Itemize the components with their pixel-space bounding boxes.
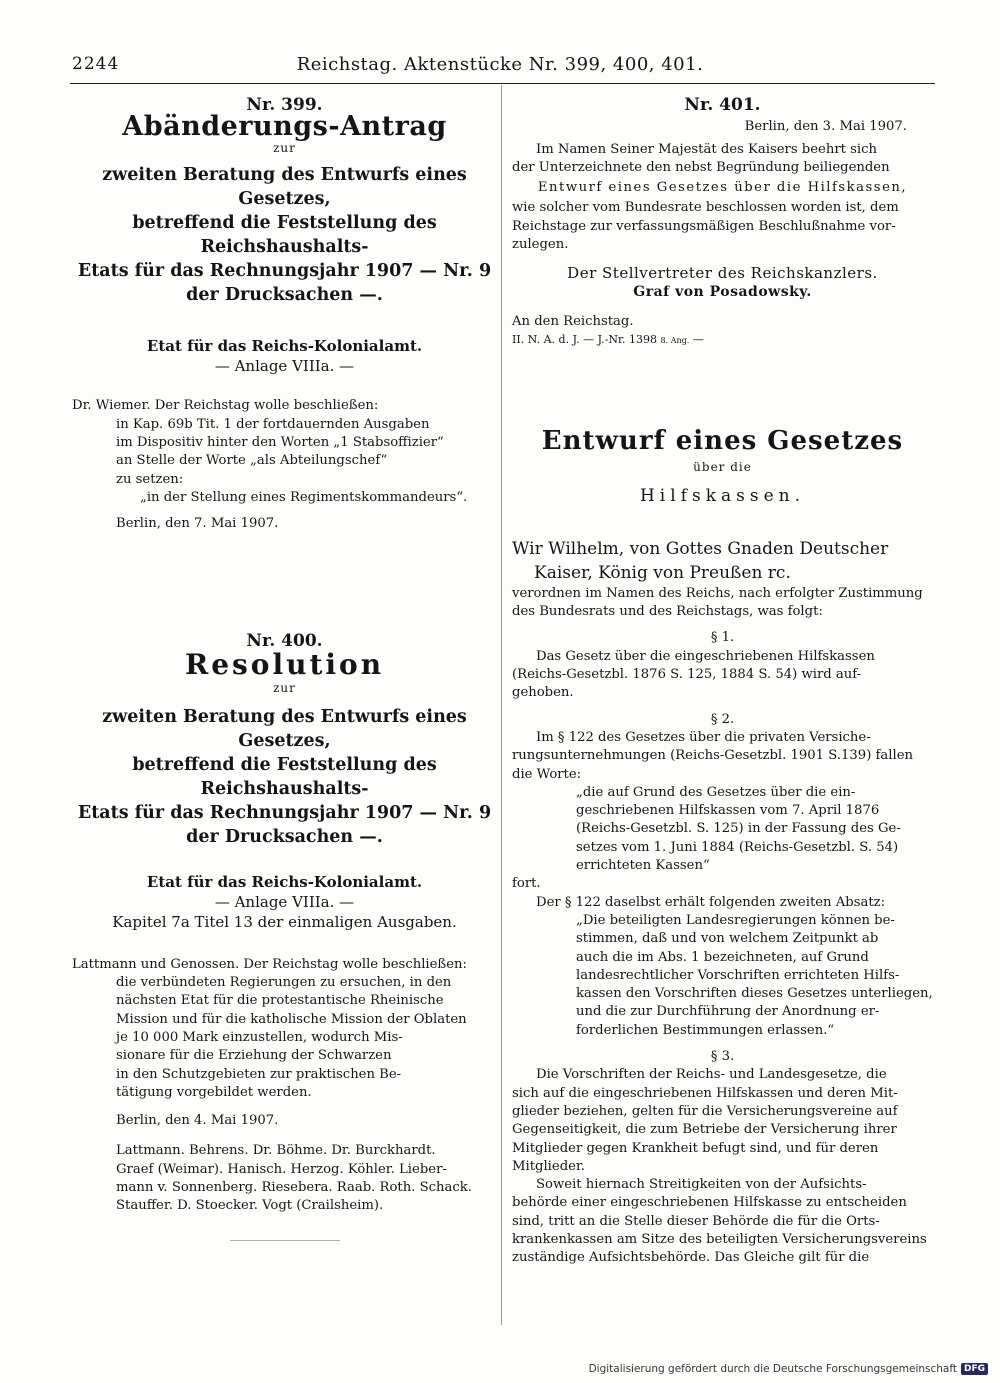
nr400-motion-line: sionare für die Erziehung der Schwarzen [116,1048,392,1064]
nr399-motion [72,397,497,507]
signature-name: Graf von Posadowsky. [633,283,812,300]
signatory-line: Stauffer. D. Stoecker. Vogt (Crailsheim). [116,1198,384,1214]
section-3-line: zuständige Aufsichtsbehörde. Das Gleiche gilt für die [512,1250,870,1266]
nr400-subject-line: zweiten Beratung des Entwurfs eines Gesetzes, [102,706,467,751]
nr401-number: Nr. 401. [684,95,761,115]
section-3-line: Die Vorschriften der Reichs- und Landesgesetze, die [536,1067,887,1083]
nr399-motion-line: im Dispositiv hinter den Worten „1 Stabsoffizier“ [116,435,444,451]
nr399-motion-line: zu setzen: [116,471,184,487]
nr401-date: Berlin, den 3. Mai 1907. [744,119,907,135]
section-2-text [512,729,933,784]
nr399-anlage: — Anlage VIIIa. — [214,357,355,376]
nr400-anlage: — Anlage VIIIa. — [214,893,355,912]
nr399-etat: Etat für das Reichs-Kolonialamt. [146,336,423,355]
dfg-logo: DFG [961,1363,988,1375]
page-number: 2244 [72,54,120,74]
section-2-line: rungsunternehmungen (Reichs-Gesetzbl. 1901 S.139) fallen [512,748,914,764]
nr399-subject-line: Etats für das Rechnungsjahr 1907 — Nr. 9 [77,260,492,281]
letter-line: Reichstage zur verfassungsmäßigen Beschlußnahme vor- [512,218,896,234]
section-3-line: Mitglieder. [512,1158,585,1174]
section-2-quote2-line: und die zur Durchführung der Anordnung er- [576,1004,880,1020]
nr400-motion [72,956,497,1102]
nr400-motion-line: Lattmann und Genossen. Der Reichstag wolle beschließen: [72,956,467,972]
section-2-line: die Worte: [512,766,582,782]
nr399-title: Abänderungs-Antrag [122,111,447,143]
preamble-line: Wir Wilhelm, von Gottes Gnaden Deutscher [512,538,889,559]
section-3-line: behörde einer eingeschriebenen Hilfskasse zu entscheiden [512,1195,907,1211]
section-2-quote-line: „die auf Grund des Gesetzes über die ein- [576,784,856,800]
letter-line: Im Namen Seiner Majestät des Kaisers beehrt sich [536,141,878,157]
section-2-quote2-line: „Die beteiligten Landesregierungen können be- [576,912,895,928]
nr399-motion-line: Dr. Wiemer. Der Reichstag wolle beschließen: [72,398,379,414]
nr399-motion-line: „in der Stellung eines Regimentskommandeurs“. [140,489,468,505]
preamble-text-line: des Bundesrats und des Reichstags, was folgt: [512,604,823,620]
section-2-quote-line: geschriebenen Hilfskassen vom 7. April 1876 [576,803,880,819]
section-2-quote-line: errichteten Kassen“ [576,858,710,874]
law-title: Entwurf eines Gesetzes [541,426,904,456]
section-2-quote-line: setzes vom 1. Juni 1884 (Reichs-Gesetzbl. S. 54) [576,839,899,855]
addressee: An den Reichstag. [512,313,634,329]
nr400-motion-line: in den Schutzgebieten zur praktischen Be- [116,1066,402,1082]
section-3-line: sich auf die eingeschriebenen Hilfskassen und deren Mit- [512,1085,898,1101]
nr400-motion-line: tätigung vorgebildet werden. [116,1084,312,1100]
section-1-line: (Reichs-Gesetzbl. 1876 S. 125, 1884 S. 54) wird auf- [512,667,862,683]
nr401-letter [512,141,933,255]
section-1-line: Das Gesetz über die eingeschriebenen Hilfskassen [536,648,875,664]
reference-note: 8. Ang. [660,336,690,346]
section-2-second: Der § 122 daselbst erhält folgenden zweiten Absatz: [536,894,886,910]
preamble [512,537,933,585]
preamble-text-line: verordnen im Namen des Reichs, nach erfolgter Zustimmung [512,585,923,601]
column-separator [501,85,502,1325]
end-rule [230,1240,340,1241]
section-2-quote2-line: forderlichen Bestimmungen erlassen.“ [576,1022,835,1038]
preamble-text [512,585,933,622]
section-3-text [512,1066,933,1267]
section-2-fort: fort. [512,876,541,892]
nr400-subject-line: Etats für das Rechnungsjahr 1907 — Nr. 9 [77,802,492,823]
nr400-section [72,632,497,1241]
signatory-line: Graef (Weimar). Hanisch. Herzog. Köhler. Lieber- [116,1161,447,1177]
running-title: Reichstag. Aktenstücke Nr. 399, 400, 401. [296,54,704,75]
footer [589,1363,988,1375]
section-3-line: Soweit hiernach Streitigkeiten von der Aufsichts- [536,1177,867,1193]
nr400-etat: Etat für das Reichs-Kolonialamt. [146,872,423,891]
law-draft [512,426,933,1268]
nr400-number: Nr. 400. [246,631,323,651]
section-2-line: Im § 122 des Gesetzes über die privaten Versiche- [536,729,871,745]
letter-line: zulegen. [512,237,569,253]
nr399-subject-line: betreffend die Feststellung des Reichshaushalts- [132,212,437,257]
nr399-subject [72,163,497,307]
section-2-quote2-line: landesrechtlicher Vorschriften errichteten Hilfs- [576,967,900,983]
footer-text: Digitalisierung gefördert durch die Deutsche Forschungsgemeinschaft [588,1363,957,1375]
preamble-line: Kaiser, König von Preußen rc. [534,562,791,583]
section-1-line: gehoben. [512,685,574,701]
section-3-line: Gegenseitigkeit, die zum Betriebe der Versicherung ihrer [512,1122,897,1138]
letter-line: wie solcher vom Bundesrate beschlossen worden ist, dem [512,200,899,216]
nr400-subject-line: betreffend die Feststellung des Reichshaushalts- [132,754,437,799]
section-1-heading: § 1. [710,630,735,646]
nr399-motion-line: an Stelle der Worte „als Abteilungschef“ [116,453,388,469]
section-2-quote-line: (Reichs-Gesetzbl. S. 125) in der Fassung des Ge- [576,821,901,837]
nr400-motion-line: nächsten Etat für die protestantische Rheinische [116,993,444,1009]
signature-title: Der Stellvertreter des Reichskanzlers. [567,264,878,283]
nr400-kapitel: Kapitel 7a Titel 13 der einmaligen Ausgaben. [112,913,457,932]
section-3-line: glieder beziehen, gelten für die Versicherungsvereine auf [512,1103,898,1119]
nr399-date: Berlin, den 7. Mai 1907. [116,516,279,532]
nr400-motion-line: Mission und für die katholische Mission der Oblaten [116,1011,467,1027]
nr400-date: Berlin, den 4. Mai 1907. [116,1113,279,1129]
section-3-line: krankenkassen am Sitze des beteiligten Versicherungsvereins [512,1231,927,1247]
nr400-zur: zur [273,680,296,695]
section-2-quote-2 [512,912,933,1040]
section-2-quote2-line: kassen den Vorschriften dieses Gesetzes unterliegen, [576,986,933,1002]
nr400-motion-line: je 10 000 Mark einzustellen, wodurch Mis- [116,1029,403,1045]
header-rule [70,83,935,84]
nr399-subject-line: zweiten Beratung des Entwurfs eines Gesetzes, [102,164,467,209]
nr400-subject-line: der Drucksachen —. [186,826,383,847]
section-2-quote2-line: auch die im Abs. 1 bezeichneten, auf Grund [576,949,869,965]
signatory-line: mann v. Sonnenberg. Riesebera. Raab. Roth. Schack. [116,1180,472,1196]
reference-line: II. N. A. d. J. — J.-Nr. 1398 8. Ang. — [512,333,704,347]
section-2-quote2-line: stimmen, daß und von welchem Zeitpunkt ab [576,931,879,947]
law-subject: Hilfskassen. [639,485,805,506]
nr399-subject-line: der Drucksachen —. [186,284,383,305]
nr399-zur: zur [273,140,296,155]
section-3-line: sind, tritt an die Stelle dieser Behörde die für die Orts- [512,1213,880,1229]
section-1-text [512,648,933,703]
section-3-heading: § 3. [710,1049,735,1065]
nr400-title: Resolution [184,648,385,682]
nr401-section [512,96,933,351]
signatory-line: Lattmann. Behrens. Dr. Böhme. Dr. Burckhardt. [116,1143,436,1159]
nr399-motion-line: in Kap. 69b Tit. 1 der fortdauernden Ausgaben [116,416,430,432]
nr399-section [72,96,497,534]
section-3-line: Mitglieder gegen Krankheit befugt sind, und für deren [512,1140,879,1156]
reference-number: II. N. A. d. J. — J.-Nr. 1398 [512,333,658,347]
nr399-number: Nr. 399. [246,95,323,115]
letter-line: Entwurf eines Gesetzes über die Hilfskassen, [537,180,908,196]
section-2-heading: § 2. [710,711,735,727]
nr400-signatories [72,1142,497,1215]
nr400-motion-line: die verbündeten Regierungen zu ersuchen, in den [116,975,452,991]
nr400-subject [72,705,497,849]
law-ueber: über die [693,460,752,475]
letter-line: der Unterzeichnete den nebst Begründung beiliegenden [512,159,890,175]
section-2-quote [512,784,933,875]
